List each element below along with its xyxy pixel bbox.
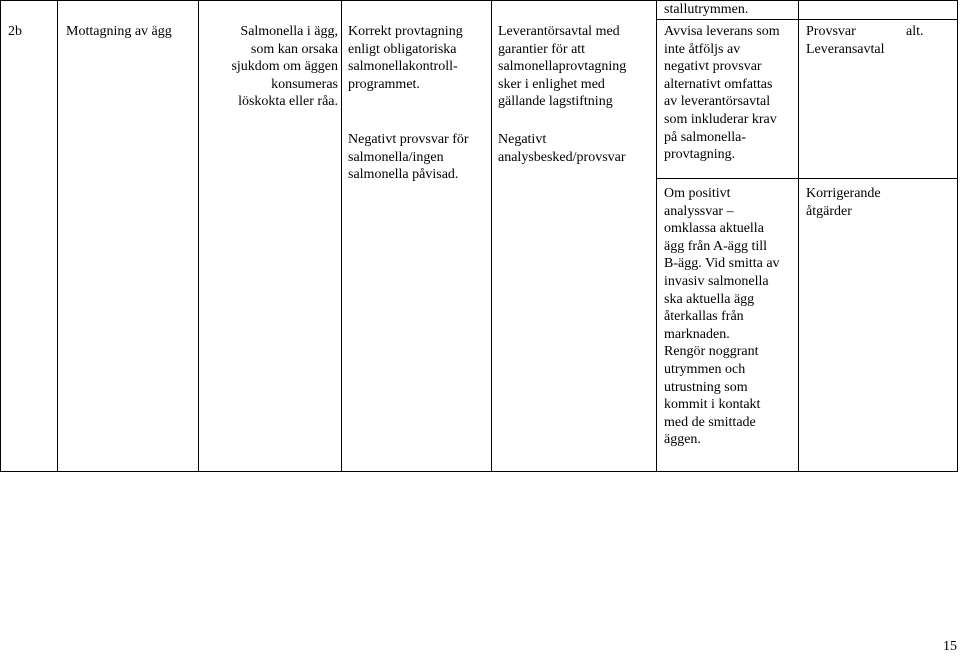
control-measure: Korrekt provtagning enligt obligatoriska salmonellakontroll- programmet.	[348, 24, 463, 92]
action-cell-divider-2	[656, 178, 958, 179]
monitoring-result: Negativt analysbesked/provsvar	[498, 132, 626, 165]
action-cell-divider	[656, 19, 958, 20]
hazard-description: Salmonella i ägg, som kan orsaka sjukdom om äggen konsumeras löskokta eller råa.	[231, 24, 338, 110]
verification-1-leveransavtal: Leveransavtal	[806, 42, 885, 57]
col-border-4	[491, 0, 492, 472]
table-bottom-border	[0, 471, 958, 472]
page-number: 15	[943, 639, 957, 654]
verification-1-alt: alt.	[906, 24, 924, 39]
process-step: Mottagning av ägg	[66, 24, 172, 39]
col-border-1	[57, 0, 58, 472]
corrective-action-1: Avvisa leverans som inte åtföljs av negativt provsvar alternativt omfattas av leverantörsavtal som inkluderar krav på salmonella- provtagning.	[664, 24, 780, 163]
verification-2: Korrigerande åtgärder	[806, 186, 881, 219]
col-border-5	[656, 0, 657, 472]
corrective-action-2: Om positivt analyssvar – omklassa aktuella ägg från A-ägg till B-ägg. Vid smitta av invasiv salmonella ska aktuella ägg återkallas från marknaden. Rengör noggrant utrymmen och utrustning som kommit i kontakt med de smittade äggen.	[664, 186, 780, 448]
action-continuation: stallutrymmen.	[664, 2, 749, 17]
col-border-3	[341, 0, 342, 472]
col-border-0	[0, 0, 1, 472]
verification-1-provsvar: Provsvar	[806, 24, 856, 39]
col-border-6	[798, 0, 799, 472]
control-limit: Negativt provsvar för salmonella/ingen salmonella påvisad.	[348, 132, 469, 183]
monitoring-procedure: Leverantörsavtal med garantier för att salmonellaprovtagning sker i enlighet med gällande lagstiftning	[498, 24, 627, 110]
table-top-border	[0, 0, 958, 1]
col-border-2	[198, 0, 199, 472]
row-id: 2b	[8, 24, 22, 39]
col-border-7	[957, 0, 958, 472]
